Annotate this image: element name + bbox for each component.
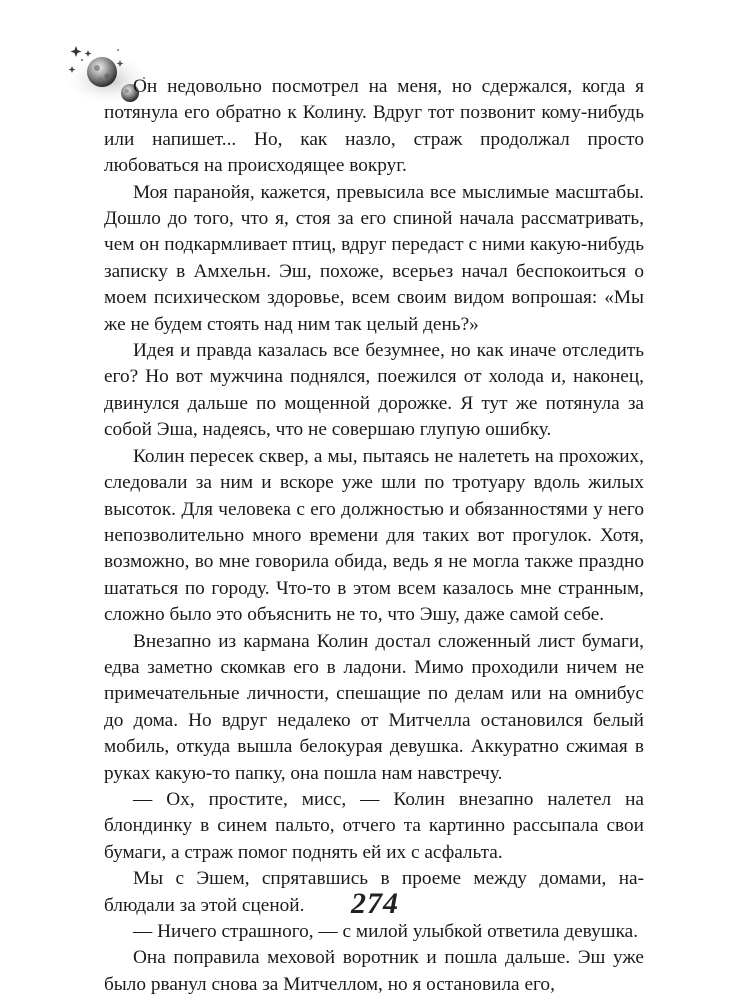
page-text <box>104 74 644 998</box>
paragraph: Она поправила меховой воротник и пошла дальше. Эш уже было рванул снова за Митчеллом, но я остановила его, <box>104 947 644 995</box>
paragraph: — Ничего страшного, — с милой улыбкой ответила девушка. <box>133 921 639 942</box>
paragraph: Мы с Эшем, спрятавшись в проеме между домами, наблюдали за этой сценой. <box>104 868 644 916</box>
paragraph: Моя паранойя, кажется, превысила все мыслимые масштабы. Дошло до того, что я, стоя за его спиной начала рассматривать, чем он подкармливает птиц, вдруг передаст с ними какую-нибудь записку в Амхельн. Эш, похоже, всерьез начал беспокоиться о моем психическом здоровье, всем своим видом вопрошая: «Мы же не будем стоять над ним так целый день?» <box>104 181 644 335</box>
paragraph: Колин пересек сквер, а мы, пытаясь не налететь на прохожих, следовали за ним и вскоре уже шли по тротуару вдоль жилых высоток. Для человека с его должностью и обязанностями у него непозволительно много времени для таких вот прогулок. Хотя, возможно, во мне говорила обида, ведь я не могла также праздно шататься по городу. Что-то в этом всем казалось мне странным, сложно было это объяснить не то, что Эшу, даже самой себе. <box>104 445 644 626</box>
paragraph: Идея и правда казалась все безумнее, но как иначе отследить его? Но вот мужчина поднялся, поежился от холода и, наконец, двинулся дальше по мощенной дорожке. Я тут же потянула за собой Эша, надеясь, что не совершаю глупую ошибку. <box>104 340 644 441</box>
paragraph: Внезапно из кармана Колин достал сложенный лист бумаги, едва заметно скомкав его в ладони. Мимо проходили ничем не примечательные личности, спешащие по делам или на омнибус до дома. Но вдруг недалеко от Митчелла остановился белый мобиль, откуда вышла белокурая девушка. Аккуратно сжимая в руках какую-то папку, она пошла нам навстречу. <box>104 630 644 784</box>
paragraph: Он недовольно посмотрел на меня, но сдержался, когда я потянула его обратно к Колину. Вдруг тот позвонит кому-нибудь или напишет... Но, как назло, страж продолжал просто любоваться на происходящее вокруг. <box>104 76 644 177</box>
page-number: 274 <box>351 887 399 920</box>
paragraph: — Ох, простите, мисс, — Колин внезапно налетел на блондинку в синем пальто, отчего та картинно рассыпала свои бумаги, а страж помог поднять ей их с асфальта. <box>104 788 644 863</box>
